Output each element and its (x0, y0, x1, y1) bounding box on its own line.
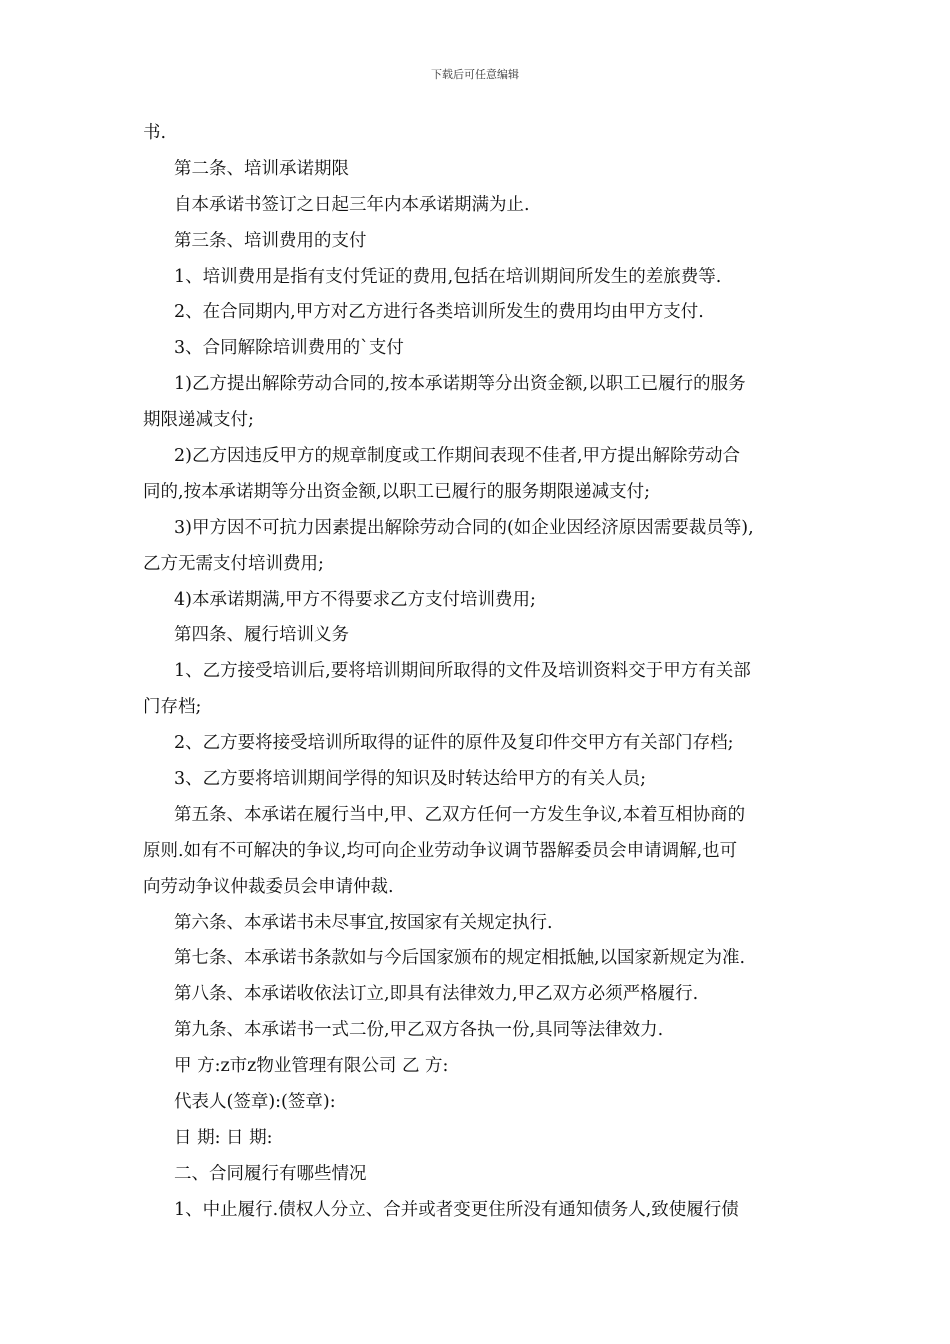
paragraph-line: 期限递减支付; (143, 410, 254, 431)
paragraph-line: 原则.如有不可解决的争议,均可向企业劳动争议调节器解委员会申请调解,也可 (143, 840, 738, 861)
paragraph-line: 3)甲方因不可抗力因素提出解除劳动合同的(如企业因经济原因需要裁员等), (174, 517, 754, 538)
signature-party-line: 甲 方:z市z物业管理有限公司 乙 方: (174, 1056, 449, 1077)
article-heading: 第四条、履行培训义务 (174, 625, 349, 646)
paragraph-line: 第六条、本承诺书未尽事宜,按国家有关规定执行. (174, 912, 553, 933)
paragraph-line: 向劳动争议仲裁委员会申请仲裁. (143, 876, 394, 897)
article-heading: 第三条、培训费用的支付 (174, 230, 367, 251)
paragraph-line: 第七条、本承诺书条款如与今后国家颁布的规定相抵触,以国家新规定为准. (174, 948, 746, 969)
paragraph-line: 1)乙方提出解除劳动合同的,按本承诺期等分出资金额,以职工已履行的服务 (174, 374, 746, 395)
paragraph-line: 1、乙方接受培训后,要将培训期间所取得的文件及培训资料交于甲方有关部 (174, 661, 751, 682)
paragraph-line: 同的,按本承诺期等分出资金额,以职工已履行的服务期限递减支付; (143, 481, 651, 502)
paragraph-line: 3、合同解除培训费用的`支付 (174, 338, 404, 359)
document-body (143, 116, 815, 1229)
paragraph-line: 2、在合同期内,甲方对乙方进行各类培训所发生的费用均由甲方支付. (174, 302, 704, 323)
paragraph-line: 2)乙方因违反甲方的规章制度或工作期间表现不佳者,甲方提出解除劳动合 (174, 446, 741, 467)
paragraph-line: 第八条、本承诺收依法订立,即具有法律效力,甲乙双方必须严格履行. (174, 984, 699, 1005)
page-header: 下载后可任意编辑 (431, 68, 519, 81)
paragraph-line: 门存档; (143, 697, 202, 718)
section-heading: 二、合同履行有哪些情况 (174, 1163, 367, 1184)
article-heading: 第二条、培训承诺期限 (174, 158, 349, 179)
paragraph-line: 1、培训费用是指有支付凭证的费用,包括在培训期间所发生的差旅费等. (174, 266, 722, 287)
paragraph-line: 1、中止履行.债权人分立、合并或者变更住所没有通知债务人,致使履行债 (174, 1199, 739, 1220)
paragraph-line: 自本承诺书签订之日起三年内本承诺期满为止. (174, 194, 530, 215)
signature-representative-line: 代表人(签章):(签章): (174, 1092, 336, 1113)
signature-date-line: 日 期: 日 期: (174, 1127, 273, 1148)
paragraph-line: 第五条、本承诺在履行当中,甲、乙双方任何一方发生争议,本着互相协商的 (174, 804, 746, 825)
paragraph-line: 2、乙方要将接受培训所取得的证件的原件及复印件交甲方有关部门存档; (174, 733, 734, 754)
paragraph-line: 第九条、本承诺书一式二份,甲乙双方各执一份,具同等法律效力. (174, 1020, 664, 1041)
paragraph-line: 4)本承诺期满,甲方不得要求乙方支付培训费用; (174, 589, 536, 610)
paragraph-line: 书. (143, 123, 167, 143)
paragraph-line: 乙方无需支付培训费用; (143, 553, 324, 574)
paragraph-line: 3、乙方要将培训期间学得的知识及时转达给甲方的有关人员; (174, 769, 647, 790)
